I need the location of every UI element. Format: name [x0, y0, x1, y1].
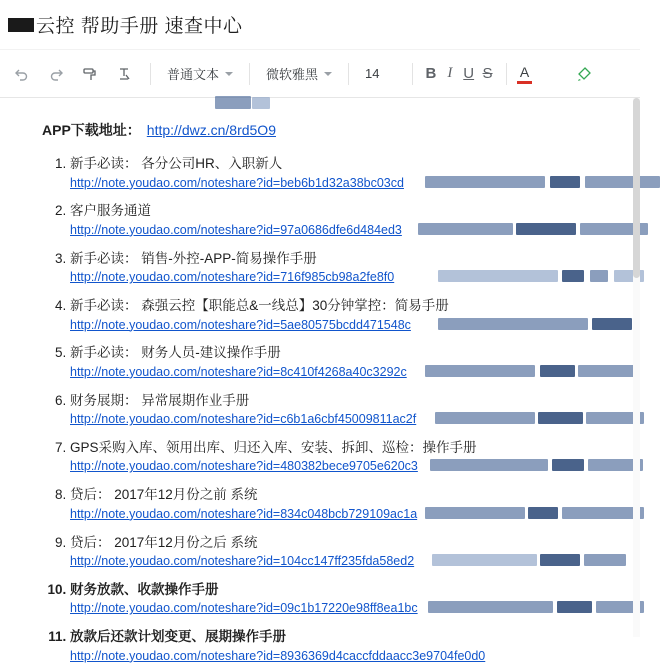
- title-bar: [0, 0, 640, 50]
- paragraph-style-value: 普通文本: [167, 67, 220, 82]
- item-link[interactable]: http://note.youdao.com/noteshare?id=104cc147ff235fda58ed2: [70, 552, 616, 571]
- item-link[interactable]: http://note.youdao.com/noteshare?id=834c048bcb729109ac1a: [70, 505, 616, 524]
- list-item: [70, 438, 616, 476]
- chevron-down-icon: [225, 72, 233, 76]
- clear-format-icon[interactable]: [108, 58, 140, 90]
- item-link[interactable]: http://note.youdao.com/noteshare?id=beb6b1d32a38bc03cd: [70, 174, 616, 193]
- item-title: 6. 财务展期： 异常展期作业手册: [70, 392, 250, 408]
- item-link[interactable]: http://note.youdao.com/noteshare?id=5ae80575bcdd471548c: [70, 316, 616, 335]
- item-link[interactable]: http://note.youdao.com/noteshare?id=8c410f4268a40c3292c: [70, 363, 616, 382]
- font-size-value: 14: [365, 66, 380, 81]
- text-color-dropdown-icon[interactable]: [534, 58, 566, 90]
- strikethrough-button[interactable]: S: [482, 65, 493, 82]
- italic-button[interactable]: I: [447, 65, 453, 81]
- item-title: 10. 财务放款、收款操作手册: [70, 581, 219, 597]
- font-family-select[interactable]: [260, 59, 338, 89]
- list-item: [70, 154, 616, 192]
- item-link[interactable]: http://note.youdao.com/noteshare?id=09c1b17220e98ff8ea1bc: [70, 599, 616, 618]
- list-item: [70, 391, 616, 429]
- list-item: [70, 627, 616, 665]
- list-item: [70, 485, 616, 523]
- app-logo-icon: [8, 18, 34, 32]
- vertical-scrollbar[interactable]: [633, 98, 640, 637]
- app-download-link[interactable]: http://dwz.cn/8rd5O9: [146, 122, 276, 138]
- highlight-pen-icon[interactable]: [568, 58, 600, 90]
- toolbar-divider: [412, 63, 413, 85]
- toolbar-divider: [506, 63, 507, 85]
- item-link[interactable]: http://note.youdao.com/noteshare?id=c6b1a6cbf45009811ac2f: [70, 410, 616, 429]
- undo-icon[interactable]: [6, 58, 38, 90]
- item-link[interactable]: http://note.youdao.com/noteshare?id=716f985cb98a2fe8f0: [70, 268, 616, 287]
- item-link[interactable]: http://note.youdao.com/noteshare?id=480382bece9705e620c3: [70, 457, 616, 476]
- formatting-toolbar: [0, 50, 640, 98]
- font-family-value: 微软雅黑: [266, 67, 319, 82]
- font-size-select[interactable]: [359, 59, 401, 89]
- format-paint-icon[interactable]: [74, 58, 106, 90]
- list-item: [70, 201, 616, 239]
- list-item: [70, 343, 616, 381]
- item-title: 8. 贷后： 2017年12月份之前 系统: [70, 487, 258, 503]
- text-color-label: A: [519, 63, 530, 80]
- text-color-button[interactable]: [517, 59, 532, 89]
- toolbar-divider: [249, 63, 250, 85]
- item-title: 1. 新手必读： 各分公司HR、入职新人: [70, 156, 283, 171]
- scrollbar-thumb[interactable]: [633, 98, 640, 278]
- window-title: 云控 帮助手册 速查中心: [36, 16, 243, 37]
- underline-button[interactable]: U: [463, 65, 475, 82]
- document-body: [0, 98, 640, 663]
- bold-button[interactable]: B: [425, 65, 437, 82]
- chevron-down-icon: [324, 72, 332, 76]
- text-color-swatch: [517, 81, 532, 84]
- item-link[interactable]: http://note.youdao.com/noteshare?id=8936369d4caccfddaacc3e9704fe0d0: [70, 648, 486, 663]
- paragraph-style-select[interactable]: [161, 59, 239, 89]
- toolbar-overflow-icon[interactable]: [602, 58, 634, 90]
- item-title: 2. 客户服务通道: [70, 203, 151, 219]
- app-download-label: APP下载地址：: [42, 122, 141, 138]
- item-title: 11. 放款后还款计划变更、展期操作手册: [70, 629, 286, 645]
- item-link[interactable]: http://note.youdao.com/noteshare?id=97a0686dfe6d484ed3: [70, 221, 616, 240]
- item-title: 5. 新手必读： 财务人员-建议操作手册: [70, 345, 281, 361]
- list-item: [70, 296, 616, 334]
- toolbar-divider: [348, 63, 349, 85]
- left-gutter: [0, 98, 10, 637]
- item-title: 3. 新手必读： 销售-外控-APP-简易操作手册: [70, 250, 317, 266]
- app-download-line: [42, 120, 616, 140]
- item-title: 4. 新手必读： 森强云控【职能总&一线总】30分钟掌控：简易手册: [70, 297, 449, 313]
- redaction-blob: [215, 96, 251, 109]
- manual-list: [42, 154, 616, 665]
- list-item: [70, 533, 616, 571]
- item-title: 9. 贷后： 2017年12月份之后 系统: [70, 534, 258, 550]
- item-title: 7. GPS采购入库、领用出库、归还入库、安装、拆卸、巡检：操作手册: [70, 439, 477, 455]
- list-item: [70, 580, 616, 618]
- toolbar-divider: [150, 63, 151, 85]
- redaction-blob: [252, 97, 270, 109]
- list-item: [70, 249, 616, 287]
- redo-icon[interactable]: [40, 58, 72, 90]
